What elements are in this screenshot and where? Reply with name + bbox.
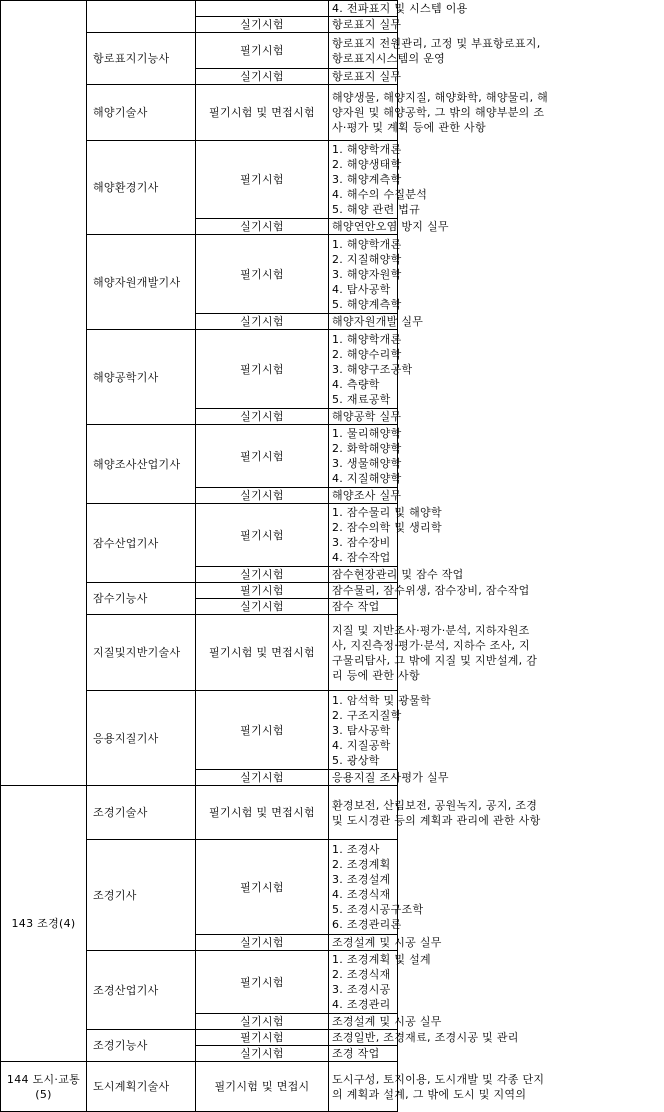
exam-type-cell: 필기시험: [196, 141, 329, 219]
subject-line: 1. 잠수물리 및 해양학: [332, 506, 442, 519]
subject-cell: [329, 840, 424, 935]
subject-line: 5. 해양 관련 법규: [332, 203, 421, 216]
exam-type-cell: 필기시험 및 면접시: [196, 1062, 329, 1112]
field-cell-continued: [1, 1, 87, 786]
subject-cell: [329, 1030, 519, 1046]
qualification-cell: 조경기사: [87, 840, 196, 951]
subject-line: 2. 잠수의학 및 생리학: [332, 521, 442, 534]
subject-line: 잠수현장관리 및 잠수 작업: [332, 568, 464, 581]
subject-line: 3. 해양계측학: [332, 173, 402, 186]
subject-line: 1. 조경계획 및 설계: [332, 953, 431, 966]
subject-line: 1. 해양학개론: [332, 143, 402, 156]
qualification-cell: [87, 1, 196, 33]
subject-line: 잠수 작업: [332, 600, 380, 613]
subject-line: 조경 작업: [332, 1047, 380, 1060]
exam-type-cell: [196, 1, 329, 17]
subject-line: 2. 조경식재: [332, 968, 391, 981]
subject-cell: [329, 567, 464, 583]
subject-cell: [329, 314, 424, 330]
subject-line: 6. 조경관리론: [332, 918, 402, 931]
subject-cell: [329, 235, 402, 314]
subject-line: 항로표지 전원관리, 고정 및 부표항로표지,: [332, 36, 541, 50]
subject-cell: [329, 615, 538, 691]
subject-line: 3. 잠수장비: [332, 536, 391, 549]
qualification-cell: 항로표지기능사: [87, 33, 196, 85]
subject-line: 조경설계 및 시공 실무: [332, 1015, 442, 1028]
exam-type-cell: 실기시험: [196, 1046, 329, 1062]
subject-line: 도시구성, 토지이용, 도시개발 및 각종 단지: [332, 1072, 545, 1086]
subject-cell: [329, 583, 530, 599]
exam-type-cell: 실기시험: [196, 567, 329, 583]
subject-cell: [329, 1, 468, 17]
exam-type-cell: 실기시험: [196, 770, 329, 786]
subject-line: 해양공학 실무: [332, 410, 402, 423]
exam-type-cell: 필기시험: [196, 330, 329, 409]
subject-line: 2. 조경계획: [332, 858, 391, 871]
subject-cell: [329, 330, 413, 409]
subject-line: 1. 해양학개론: [332, 332, 402, 346]
exam-type-cell: 실기시험: [196, 488, 329, 504]
subject-cell: [329, 141, 428, 219]
subject-line: 구물리탐사, 그 밖에 지질 및 지반설계, 감: [332, 653, 538, 667]
subject-line: 해양조사 실무: [332, 489, 402, 502]
subject-cell: [329, 935, 442, 951]
subject-line: 2. 해양생태학: [332, 158, 402, 171]
exam-type-cell: 필기시험: [196, 425, 329, 488]
subject-line: 2. 화학해양학: [332, 442, 402, 455]
subject-cell: [329, 488, 402, 504]
qualification-cell: 조경기술사: [87, 786, 196, 840]
subject-line: 4. 탐사공학: [332, 282, 391, 296]
qualification-cell: 조경기능사: [87, 1030, 196, 1062]
subject-line: 4. 조경식재: [332, 888, 391, 901]
exam-type-cell: 필기시험 및 면접시험: [196, 786, 329, 840]
subject-cell: [329, 69, 402, 85]
subject-cell: [329, 1046, 398, 1062]
exam-type-cell: 필기시험: [196, 951, 329, 1014]
subject-line: 2. 지질해양학: [332, 252, 402, 266]
subject-line: 5. 조경시공구조학: [332, 903, 424, 916]
subject-cell: [329, 1062, 545, 1112]
field-cell: 143 조경(4): [1, 786, 87, 1062]
subject-line: 사, 지진측정·평가·분석, 지하수 조사, 지: [332, 638, 531, 652]
exam-type-cell: 실기시험: [196, 219, 329, 235]
subject-cell: [329, 786, 541, 840]
subject-line: 리 등에 관한 사항: [332, 668, 420, 682]
subject-line: 환경보전, 산림보전, 공원녹지, 공지, 조경: [332, 798, 538, 812]
field-cell: 144 도시·교통(5): [1, 1062, 87, 1112]
subject-cell: [329, 691, 431, 770]
exam-type-cell: 실기시험: [196, 17, 329, 33]
qualification-cell: 응용지질기사: [87, 691, 196, 786]
qualification-cell: 해양기술사: [87, 85, 196, 141]
qualification-cell: 잠수산업기사: [87, 504, 196, 583]
exam-type-cell: 실기시험: [196, 314, 329, 330]
subject-cell: [329, 1014, 442, 1030]
subject-cell: [329, 17, 402, 33]
subject-line: 4. 조경관리: [332, 998, 391, 1011]
qualification-cell: 해양자원개발기사: [87, 235, 196, 330]
subject-line: 해양생물, 해양지질, 해양화학, 해양물리, 해: [332, 91, 549, 104]
qualification-cell: 해양조사산업기사: [87, 425, 196, 504]
exam-type-cell: 실기시험: [196, 1014, 329, 1030]
subject-line: 3. 조경설계: [332, 873, 391, 886]
subject-line: 4. 지질공학: [332, 738, 391, 752]
subject-line: 항로표지시스템의 운영: [332, 51, 446, 65]
subject-line: 4. 잠수작업: [332, 551, 391, 564]
subject-line: 양자원 및 해양공학, 그 밖의 해양부분의 조: [332, 106, 545, 119]
qualification-cell: 조경산업기사: [87, 951, 196, 1030]
subject-line: 5. 해양계측학: [332, 297, 402, 311]
subject-line: 4. 전파표지 및 시스템 이용: [332, 2, 468, 15]
qualification-cell: 잠수기능사: [87, 583, 196, 615]
subject-line: 4. 측량학: [332, 377, 380, 391]
subject-line: 3. 해양구조공학: [332, 362, 413, 376]
subject-line: 조경설계 및 시공 실무: [332, 936, 442, 949]
subject-cell: [329, 504, 442, 567]
exam-type-cell: 필기시험: [196, 504, 329, 567]
qualification-cell: 지질및지반기술사: [87, 615, 196, 691]
exam-type-cell: 필기시험: [196, 691, 329, 770]
subject-line: 응용지질 조사평가 실무: [332, 771, 449, 784]
subject-line: 잠수물리, 잠수위생, 잠수장비, 잠수작업: [332, 584, 530, 597]
exam-type-cell: 실기시험: [196, 409, 329, 425]
exam-type-cell: 필기시험: [196, 583, 329, 599]
subject-line: 1. 물리해양학: [332, 427, 402, 440]
subject-line: 항로표지 실무: [332, 70, 402, 83]
exam-type-cell: 필기시험: [196, 840, 329, 935]
subject-line: 2. 구조지질학: [332, 708, 402, 722]
subject-line: 사·평가 및 계획 등에 관한 사항: [332, 121, 486, 134]
qualification-cell: 해양환경기사: [87, 141, 196, 235]
exam-type-cell: 필기시험: [196, 33, 329, 69]
subject-cell: [329, 770, 449, 786]
subject-line: 3. 해양자원학: [332, 267, 402, 281]
subject-line: 3. 탐사공학: [332, 723, 391, 737]
subject-line: 2. 해양수리학: [332, 347, 402, 361]
exam-type-cell: 실기시험: [196, 69, 329, 85]
subject-line: 해양자원개발 실무: [332, 315, 424, 328]
subject-line: 4. 해수의 수질분석: [332, 188, 428, 201]
exam-type-cell: 필기시험 및 면접시험: [196, 85, 329, 141]
subject-line: 4. 지질해양학: [332, 472, 402, 485]
subject-line: 해양연안오염 방지 실무: [332, 220, 449, 233]
subject-line: 1. 조경사: [332, 843, 380, 856]
subject-line: 의 계획과 설계, 그 밖에 도시 및 지역의: [332, 1087, 527, 1101]
subject-line: 5. 재료공학: [332, 392, 391, 406]
subject-cell: [329, 219, 449, 235]
subject-line: 항로표지 실무: [332, 18, 402, 31]
exam-type-cell: 필기시험: [196, 235, 329, 314]
subject-line: 1. 해양학개론: [332, 237, 402, 251]
subject-line: 3. 생물해양학: [332, 457, 402, 470]
subject-cell: [329, 85, 549, 141]
subject-cell: [329, 599, 398, 615]
subject-line: 5. 광상학: [332, 753, 380, 767]
qualification-cell: 해양공학기사: [87, 330, 196, 425]
subject-cell: [329, 951, 431, 1014]
subject-line: 조경일반, 조경재료, 조경시공 및 관리: [332, 1031, 519, 1044]
exam-type-cell: 실기시험: [196, 599, 329, 615]
subject-cell: [329, 425, 402, 488]
exam-type-cell: 필기시험 및 면접시험: [196, 615, 329, 691]
subject-line: 1. 암석학 및 광물학: [332, 693, 431, 707]
subject-line: 및 도시경관 등의 계획과 관리에 관한 사항: [332, 813, 541, 827]
subject-line: 3. 조경시공: [332, 983, 391, 996]
exam-type-cell: 실기시험: [196, 935, 329, 951]
subject-cell: [329, 409, 402, 425]
qualification-cell: 도시계획기술사: [87, 1062, 196, 1112]
subject-line: 지질 및 지반조사·평가·분석, 지하자원조: [332, 623, 530, 637]
subject-cell: [329, 33, 541, 69]
exam-type-cell: 필기시험: [196, 1030, 329, 1046]
